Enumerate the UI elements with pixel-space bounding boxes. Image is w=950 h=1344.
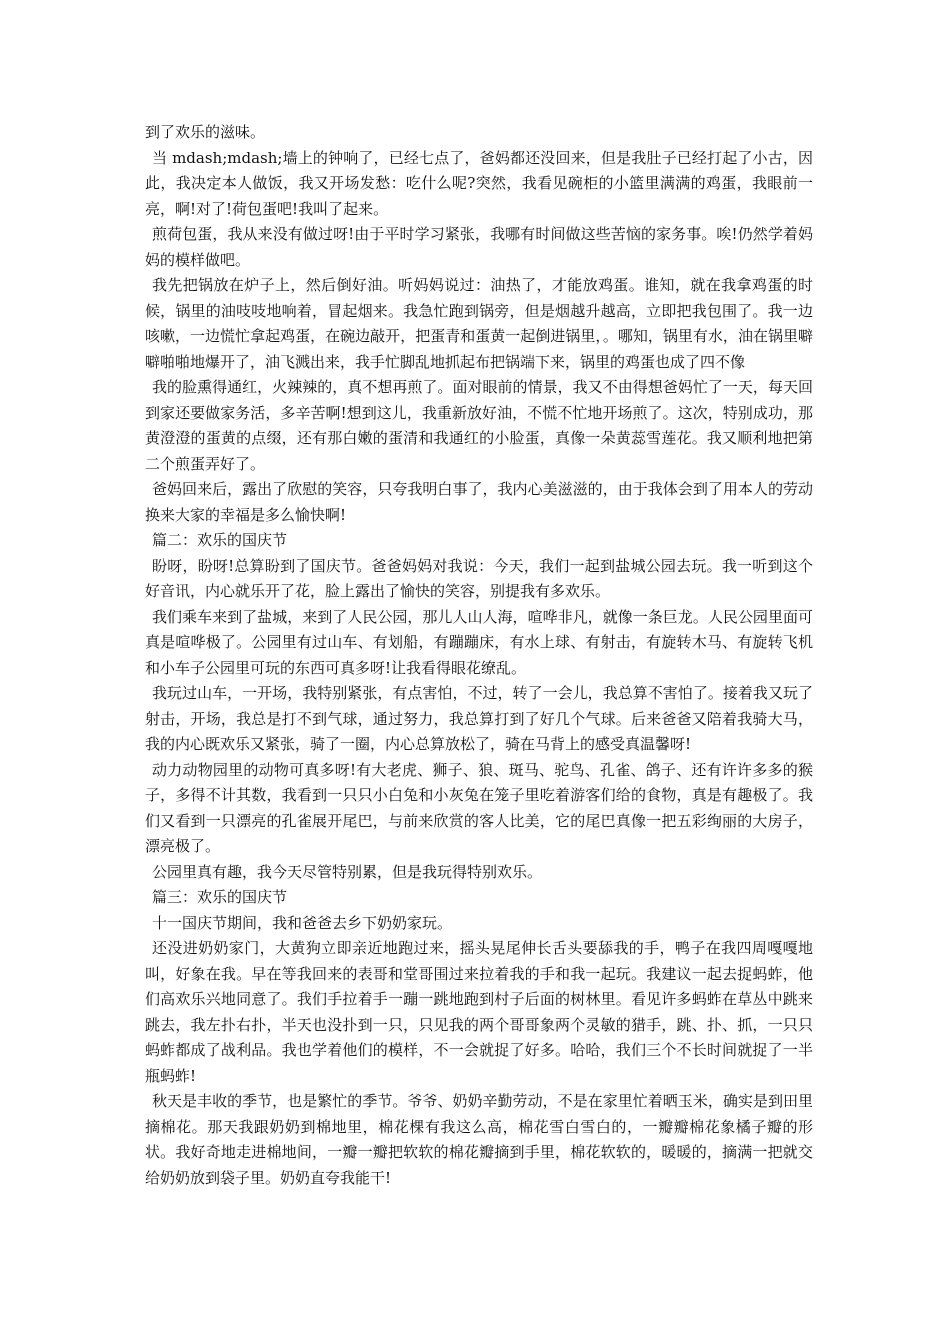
paragraph: 盼呀，盼呀!总算盼到了国庆节。爸爸妈妈对我说：今天，我们一起到盐城公园去玩。我一听到这个好音讯，内心就乐开了花，脸上露出了愉快的笑容，别提我有多欢乐。 <box>145 556 813 600</box>
paragraph: 篇三：欢乐的国庆节 <box>152 888 288 906</box>
paragraph: 公园里真有趣，我今天尽管特别累，但是我玩得特别欢乐。 <box>152 862 543 881</box>
paragraph: 煎荷包蛋，我从来没有做过呀!由于平时学习紧张，我哪有时间做这些苦恼的家务事。唉!仍然学着妈妈的模样做吧。 <box>145 225 813 269</box>
paragraph: 爸妈回来后，露出了欣慰的笑容，只夸我明白事了，我内心美滋滋的，由于我体会到了用本人的劳动换来大家的幸福是多么愉快啊! <box>145 480 813 524</box>
paragraph: 我先把锅放在炉子上，然后倒好油。听妈妈说过：油热了，才能放鸡蛋。谁知，就在我拿鸡蛋的时候，锅里的油吱吱地响着，冒起烟来。我急忙跑到锅旁，但是烟越升越高，立即把我包围了。我一边咳嗽，一边慌忙拿起鸡蛋，在碗边敲开，把蛋青和蛋黄一起倒进锅里，。哪知，锅里有水，油在锅里噼噼啪啪地爆开了，油飞溅出来，我手忙脚乱地抓起布把锅端下来，锅里的鸡蛋也成了四不像 <box>145 276 813 371</box>
paragraph: 篇二：欢乐的国庆节 <box>152 531 288 549</box>
paragraph: 到了欢乐的滋味。 <box>145 123 266 141</box>
paragraph: 当 mdash;mdash;墙上的钟响了，已经七点了，爸妈都还没回来，但是我肚子已经打起了小古，因此，我决定本人做饭，我又开场发愁：吃什么呢?突然，我看见碗柜的小篮里满满的鸡蛋，我眼前一亮，啊!对了!荷包蛋吧!我叫了起来。 <box>145 148 813 218</box>
paragraph: 我玩过山车，一开场，我特别紧张，有点害怕，不过，转了一会儿，我总算不害怕了。接着我又玩了射击，开场，我总是打不到气球，通过努力，我总算打到了好几个气球。后来爸爸又陪着我骑大马，我的内心既欢乐又紧张，骑了一圈，内心总算放松了，骑在马背上的感受真温馨呀! <box>145 684 813 753</box>
paragraph: 动力动物园里的动物可真多呀!有大老虎、狮子、狼、斑马、驼鸟、孔雀、鸽子、还有许许多多的猴子，多得不计其数，我看到一只只小白兔和小灰兔在笼子里吃着游客们给的食物，真是有趣极了。我们又看到一只漂亮的孔雀展开尾巴，与前来欣赏的客人比美，它的尾巴真像一把五彩绚丽的大房子，漂亮极了。 <box>145 760 813 855</box>
paragraph: 十一国庆节期间，我和爸爸去乡下奶奶家玩。 <box>152 913 453 932</box>
paragraph: 我们乘车来到了盐城，来到了人民公园，那儿人山人海，喧哗非凡，就像一条巨龙。人民公园里面可真是喧哗极了。公园里有过山车、有划船，有蹦蹦床，有水上球、有射击，有旋转木马、有旋转飞机和小车子公园里可玩的东西可真多呀!让我看得眼花缭乱。 <box>145 607 813 677</box>
paragraph: 我的脸熏得通红，火辣辣的，真不想再煎了。面对眼前的情景，我又不由得想爸妈忙了一天，每天回到家还要做家务活，多辛苦啊!想到这儿，我重新放好油，不慌不忙地开场煎了。这次，特别成功，那黄澄澄的蛋黄的点缀，还有那白嫩的蛋清和我通红的小脸蛋，真像一朵黄蕊雪莲花。我又顺利地把第二个煎蛋弄好了。 <box>145 378 813 473</box>
document-body <box>145 120 813 1191</box>
paragraph: 还没进奶奶家门，大黄狗立即亲近地跑过来，摇头晃尾伸长舌头要舔我的手，鸭子在我四周嘎嘎地叫，好象在我。早在等我回来的表哥和堂哥围过来拉着我的手和我一起玩。我建议一起去捉蚂蚱，他们高欢乐兴地同意了。我们手拉着手一蹦一跳地跑到村子后面的树林里。看见许多蚂蚱在草丛中跳来跳去，我左扑右扑，半天也没扑到一只，只见我的两个哥哥象两个灵敏的猎手，跳、扑、抓，一只只蚂蚱都成了战利品。我也学着他们的模样，不一会就捉了好多。哈哈，我们三个不长时间就捉了一半瓶蚂蚱! <box>145 939 813 1085</box>
paragraph: 秋天是丰收的季节，也是繁忙的季节。爷爷、奶奶辛勤劳动，不是在家里忙着晒玉米，确实是到田里摘棉花。那天我跟奶奶到棉地里，棉花棵有我这么高，棉花雪白雪白的，一瓣瓣棉花象橘子瓣的形状。我好奇地走进棉地间，一瓣一瓣把软软的棉花瓣摘到手里，棉花软软的，暖暖的，摘满一把就交给奶奶放到袋子里。奶奶直夸我能干! <box>145 1092 813 1187</box>
